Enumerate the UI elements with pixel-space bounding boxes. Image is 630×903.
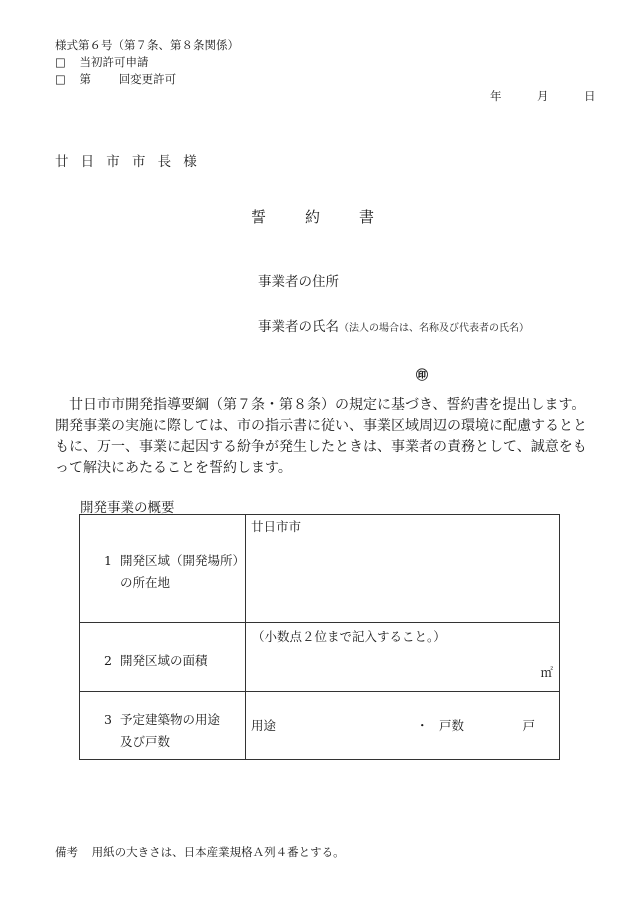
checkbox-initial[interactable]: □: [55, 55, 66, 69]
remark: [55, 844, 345, 860]
pledge-text: 廿日市市開発指導要綱（第７条・第８条）の規定に基づき、誓約書を提出します。開発事業の実施に際しては、市の指示書に従い、事業区域周辺の環境に配慮するとともに、万一、事業に起因する紛争が発生したときは、事業者の責務として、誠意をもって解決にあたることを誓約します。: [55, 397, 587, 476]
applicant-address-label: 事業者の住所: [258, 274, 339, 290]
row3-number: 3: [104, 712, 112, 727]
row3-value-cell[interactable]: [246, 692, 560, 760]
option-change-prefix: 第: [79, 72, 92, 86]
row3-count-unit: 戸: [522, 718, 535, 733]
row3-label-line2: 及び戸数: [120, 734, 171, 749]
document-title: 誓約書: [251, 208, 414, 226]
addressee: 廿日市市長様: [55, 154, 209, 170]
applicant-name-label: 事業者の氏名: [258, 319, 339, 335]
form-number: 様式第６号（第７条、第８条関係）: [55, 38, 239, 52]
remark-label: 備考: [55, 845, 78, 859]
row3-count-label: 戸数: [439, 718, 465, 733]
row3-label-line1: 予定建築物の用途: [120, 712, 221, 727]
remark-text: 用紙の大きさは、日本産業規格Ａ列４番とする。: [91, 845, 345, 859]
checkbox-change[interactable]: □: [55, 72, 66, 86]
row2-value-cell[interactable]: [246, 623, 560, 692]
table-row: [80, 515, 560, 623]
applicant-name-row: [258, 315, 529, 335]
row3-label-cell: [80, 692, 246, 760]
summary-heading: 開発事業の概要: [80, 500, 175, 516]
row1-label-cell: [80, 515, 246, 623]
table-row: [80, 692, 560, 760]
date-day: 日: [584, 89, 596, 103]
date-month: 月: [537, 89, 549, 103]
option-initial-row: [55, 54, 149, 70]
table-row: [80, 623, 560, 692]
row1-label-line1: 開発区域（開発場所）: [120, 553, 246, 568]
row3-use-label: 用途: [251, 718, 277, 733]
row3-bullet: ・: [416, 718, 429, 733]
date-year: 年: [490, 89, 502, 103]
option-initial-label: 当初許可申請: [79, 55, 149, 69]
row2-note: （小数点２位まで記入すること。）: [252, 629, 446, 644]
summary-table: [79, 514, 560, 760]
row1-value-cell[interactable]: [246, 515, 560, 623]
option-change-suffix: 回変更許可: [118, 72, 177, 86]
row2-label-line1: 開発区域の面積: [120, 653, 208, 668]
option-change-row: [55, 71, 176, 87]
seal-mark: ㊞: [416, 368, 429, 382]
row1-number: 1: [104, 553, 112, 568]
row1-label-line2: の所在地: [120, 575, 171, 590]
row2-unit: ㎡: [540, 665, 553, 680]
applicant-name-note: （法人の場合は、名称及び代表者の氏名）: [339, 323, 529, 334]
row2-number: 2: [104, 653, 112, 668]
row2-label-cell: [80, 623, 246, 692]
row1-value: 廿日市市: [251, 519, 302, 534]
